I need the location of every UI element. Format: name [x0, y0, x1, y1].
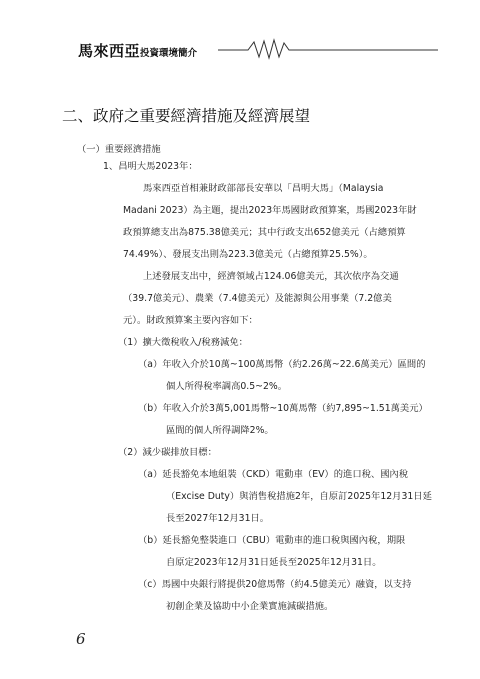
list-item-line: 區間的個人所得調降2%。 — [166, 425, 274, 436]
page-number: 6 — [76, 630, 86, 648]
paragraph-line: 元）。財政預算案主要內容如下： — [123, 315, 258, 326]
list-item-line: （b）延長豁免整裝進口（CBU）電動車的進口稅與國內稅，期限 — [138, 535, 406, 546]
list-item-line: （a）年收入介於10萬~100萬馬幣（約2.26萬~22.6萬美元）區間的 — [138, 359, 426, 370]
header-title-main: 馬來西亞 — [78, 42, 141, 60]
paragraph-line: 上述發展支出中，經濟領域占124.06億美元，其次依序為交通 — [143, 271, 399, 282]
list-item-line: （a）延長豁免本地組裝（CKD）電動車（EV）的進口稅、國內稅 — [138, 469, 409, 480]
paragraph-line: 馬來西亞首相兼財政部部長安華以「昌明大馬」（Malaysia — [143, 183, 384, 194]
paragraph-line: （39.7億美元）、農業（7.4億美元）及能源與公用事業（7.2億美 — [123, 293, 392, 304]
list-item-line: （Excise Duty）與消售稅措施2年，自原訂2025年12月31日延 — [166, 491, 432, 502]
paragraph-line: 74.49%）、發展支出則為223.3億美元（占總預算25.5%）。 — [123, 249, 373, 260]
section-title: 二、政府之重要經濟措施及經濟展望 — [62, 107, 311, 125]
subsection-heading: （一）重要經濟措施 — [77, 144, 161, 155]
list-item-line: 個人所得稅率調高0.5~2%。 — [166, 381, 287, 392]
list-heading: （2）減少碳排放目標： — [118, 447, 217, 458]
list-heading: （1）擴大徵稅收入/稅務減免： — [118, 337, 248, 348]
list-item-line: 長至2027年12月31日。 — [166, 513, 270, 524]
item-heading: 1、昌明大馬2023年： — [103, 161, 198, 172]
list-item-line: （b）年收入介於3萬5,001馬幣~10萬馬幣（約7,895~1.51萬美元） — [138, 403, 428, 414]
paragraph-line: 政預算總支出為875.38億美元；其中行政支出652億美元（占總預算 — [123, 227, 406, 238]
running-header — [78, 38, 438, 60]
paragraph-line: Madani 2023）為主題，提出2023年馬國財政預算案，馬國2023年財 — [123, 205, 417, 216]
header-title-sub: 投資環境簡介 — [140, 48, 198, 59]
header-title — [78, 40, 197, 61]
header-wave-line — [218, 38, 438, 60]
list-item-line: 自原定2023年12月31日延長至2025年12月31日。 — [166, 557, 382, 568]
list-item-line: （c）馬國中央銀行將提供20億馬幣（約4.5億美元）融資，以支持 — [138, 579, 412, 590]
list-item-line: 初創企業及協助中小企業實施減碳措施。 — [166, 601, 334, 612]
